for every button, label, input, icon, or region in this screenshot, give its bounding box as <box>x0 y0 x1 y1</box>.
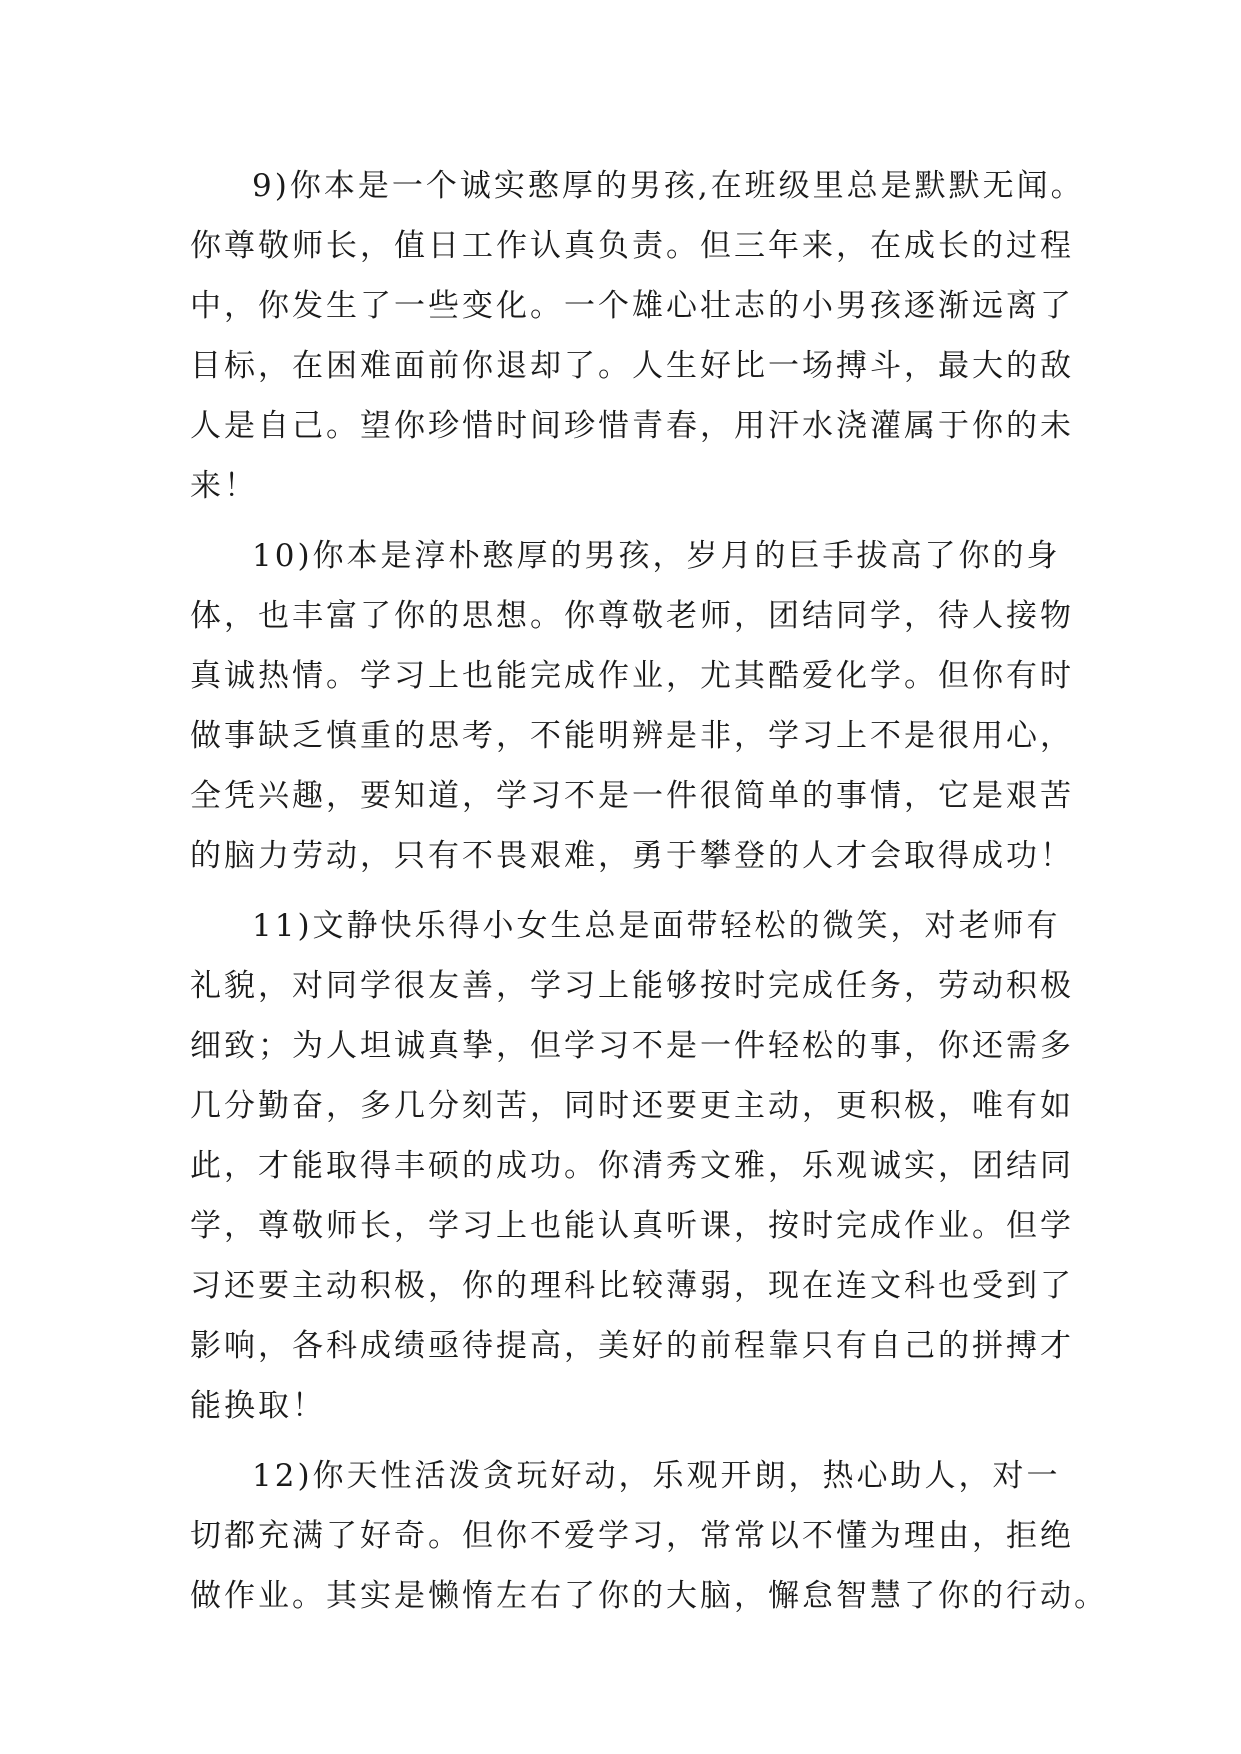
text-line: 你尊敬师长，值日工作认真负责。但三年来，在成长的过程 <box>190 228 1074 264</box>
text-line: 礼貌，对同学很友善，学习上能够按时完成任务，劳动积极 <box>190 968 1074 1004</box>
text-line: 中，你发生了一些变化。一个雄心壮志的小男孩逐渐远离了 <box>190 288 1074 324</box>
paragraph-gap <box>190 886 1090 896</box>
text-line: 此，才能取得丰硕的成功。你清秀文雅，乐观诚实，团结同 <box>190 1148 1074 1184</box>
text-line: 学，尊敬师长，学习上也能认真听课，按时完成作业。但学 <box>190 1208 1074 1244</box>
text-line: 做事缺乏慎重的思考，不能明辨是非，学习上不是很用心， <box>190 718 1074 754</box>
paragraph-gap <box>190 1436 1090 1446</box>
text-line: 10)你本是淳朴憨厚的男孩，岁月的巨手拔高了你的身 <box>252 538 1061 574</box>
text-line: 影响，各科成绩亟待提高，美好的前程靠只有自己的拼搏才 <box>190 1328 1074 1364</box>
text-line: 切都充满了好奇。但你不爱学习，常常以不懂为理由，拒绝 <box>190 1518 1074 1554</box>
paragraph-9 <box>190 156 1090 516</box>
text-line: 9)你本是一个诚实憨厚的男孩,在班级里总是默默无闻。 <box>252 168 1085 204</box>
text-line: 11)文静快乐得小女生总是面带轻松的微笑，对老师有 <box>252 908 1061 944</box>
text-line: 来！ <box>190 468 258 504</box>
text-line: 能换取！ <box>190 1388 326 1424</box>
document-body <box>190 156 1108 1626</box>
paragraph-gap <box>190 516 1090 526</box>
paragraph-12 <box>190 1446 1108 1626</box>
paragraph-11 <box>190 896 1090 1436</box>
text-line: 做作业。其实是懒惰左右了你的大脑，懈怠智慧了你的行动。 <box>190 1578 1108 1614</box>
text-line: 习还要主动积极，你的理科比较薄弱，现在连文科也受到了 <box>190 1268 1074 1304</box>
text-line: 全凭兴趣，要知道，学习不是一件很简单的事情，它是艰苦 <box>190 778 1074 814</box>
text-line: 几分勤奋，多几分刻苦，同时还要更主动，更积极，唯有如 <box>190 1088 1074 1124</box>
text-line: 的脑力劳动，只有不畏艰难，勇于攀登的人才会取得成功！ <box>190 838 1074 874</box>
paragraph-10 <box>190 526 1090 886</box>
text-line: 真诚热情。学习上也能完成作业，尤其酷爱化学。但你有时 <box>190 658 1074 694</box>
text-line: 人是自己。望你珍惜时间珍惜青春，用汗水浇灌属于你的未 <box>190 408 1074 444</box>
text-line: 体，也丰富了你的思想。你尊敬老师，团结同学，待人接物 <box>190 598 1074 634</box>
text-line: 目标，在困难面前你退却了。人生好比一场搏斗，最大的敌 <box>190 348 1074 384</box>
text-line: 细致；为人坦诚真挚，但学习不是一件轻松的事，你还需多 <box>190 1028 1074 1064</box>
text-line: 12)你天性活泼贪玩好动，乐观开朗，热心助人，对一 <box>252 1458 1061 1494</box>
